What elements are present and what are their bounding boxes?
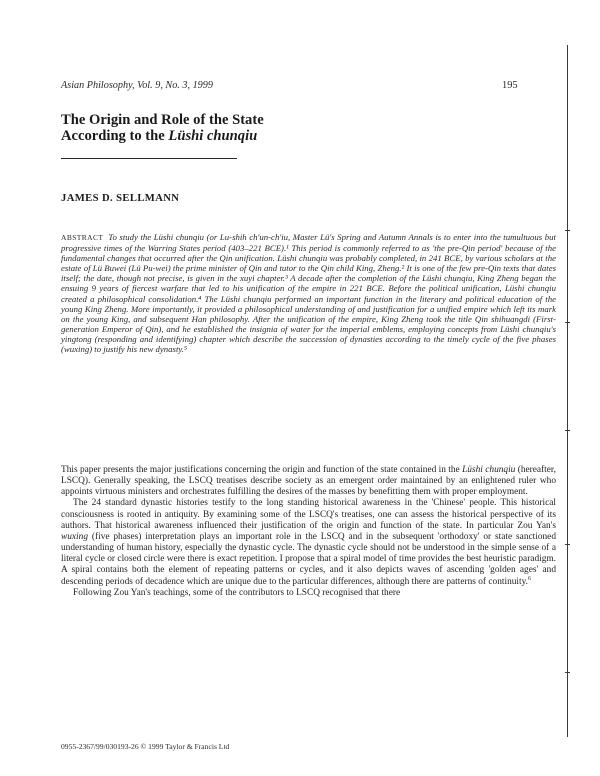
title-line-1: The Origin and Role of the State	[61, 112, 264, 128]
margin-tick	[565, 430, 570, 431]
margin-tick	[565, 672, 570, 673]
title-line-2	[61, 128, 501, 144]
paragraph-1-text-a: This paper presents the major justifications concerning the origin and function of the state contained in the	[61, 465, 463, 475]
paragraph-2-text-a: The 24 standard dynastic histories testify to the long standing historical awareness in the 'Chinese' people. This historical consciousness is rooted in antiquity. By examining some of the LSCQ's treatises, one can assess the historical perspective of its authors. That historical awareness influenced their justification of the origin and function of the state. In particular Zou Yan's	[61, 498, 556, 531]
margin-rule	[567, 45, 568, 737]
paragraph-3: Following Zou Yan's teachings, some of the contributors to LSCQ recognised that there	[73, 587, 401, 598]
margin-tick	[565, 322, 570, 323]
paragraph-2-italic: wuxing	[61, 531, 88, 542]
abstract	[61, 232, 556, 354]
paragraph-2	[61, 498, 556, 587]
title-prefix: According to the	[61, 128, 169, 144]
margin-tick	[565, 230, 570, 231]
abstract-text: To study the Lüshi chunqiu (or Lu-shih ch'un-ch'iu, Master Lü's Spring and Autumn Annals is to enter into the tumultuous but progressive times of the Warring States period (403–221 BCE).¹ This period is commonly referred to as 'the pre-Qin period' because of the fundamental changes that occurred after the Qin unification. Lüshi chunqiu was probably completed, in 241 BCE, by various scholars at the estate of Lü Buwei (Lü Pu-wei) the prime minister of Qin and tutor to the Qin child King, Zheng.² It is one of the few pre-Qin texts that dates itself; the date, though not precise, is given in the xuyi chapter.³ A decade after the completion of the Lüshi chunqiu, King Zheng began the ensuing 9 years of fiercest warfare that led to his unification of the empire in 221 BCE. Before the political unification, Lüshi chunqiu created a philosophical consolidation.⁴ The Lüshi chunqiu performed an important function in the literary and political education of the young King Zheng. More importantly, it provided a philosophical understanding of and justification for a unified empire which left its mark on the young King, and subsequent Han philosophy. After the unification of the empire, King Zheng took the title Qin shihuangdi (First-generation Emperor of Qin), and he established the insignia of water for the imperial emblems, employing concepts from Lüshi chunqiu's yingtong (responding and identifying) chapter which describe the succession of dynasties according to the timely cycle of the five phases (wuxing) to justify his new dynasty.⁵	[61, 232, 556, 355]
title-rule	[61, 158, 237, 159]
copyright-line: 0955-2367/99/030193-26 © 1999 Taylor & Francis Ltd	[61, 742, 230, 751]
paragraph-1-italic: Lüshi chunqiu	[462, 465, 516, 475]
title-italic-work: Lüshi chunqiu	[168, 128, 258, 144]
body-text	[61, 465, 556, 599]
paragraph-1	[61, 465, 556, 498]
paragraph-2-text-b: (five phases) interpretation plays an important role in the LSCQ and in the subsequent 'orthodoxy' or state sanctioned understanding of human history, especially the dynastic cycle. The dynastic cycle should not be understood in the simple sense of a literal cycle or closed circle were there is exact repetition. I propose that a spiral model of time provides the best heuristic paradigm. A spiral contains both the element of repeating patterns or cycles, and it also depicts waves of ascending 'golden ages' and descending periods of decadence which are unique due to the particular differences, although there are patterns of continuity.	[61, 531, 556, 587]
article-title	[61, 112, 501, 144]
running-head: Asian Philosophy, Vol. 9, No. 3, 1999	[61, 80, 213, 91]
margin-tick	[565, 544, 570, 545]
page-number: 195	[502, 80, 518, 91]
footnote-marker: 6	[528, 575, 531, 582]
author-name: JAMES D. SELLMANN	[61, 193, 180, 204]
paragraph-1-text-b: (hereafter, LSCQ). Generally speaking, the LSCQ treatises describe society as an emergent order maintained by an enlightened ruler who appoints virtuous ministers and orchestrates fulfilling the desires of the masses by benefitting them with proper employment.	[61, 465, 557, 498]
abstract-label: ABSTRACT	[61, 233, 104, 242]
